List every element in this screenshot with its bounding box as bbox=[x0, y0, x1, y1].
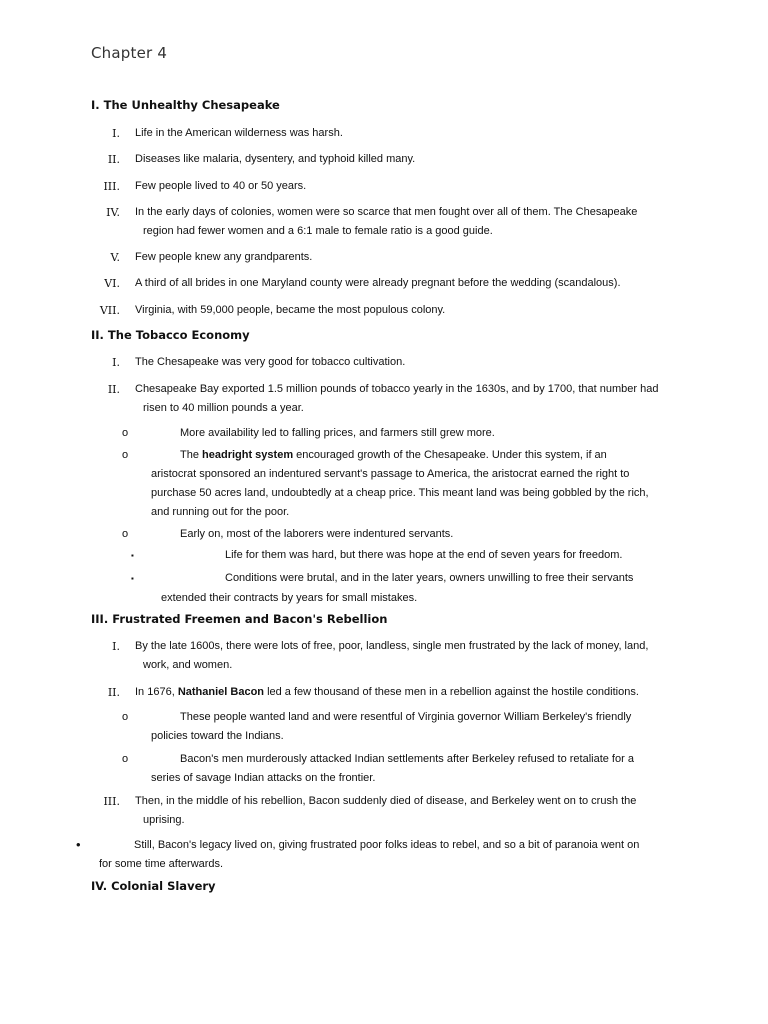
item-text: These people wanted land and were resentful of Virginia governor William Berkeley's friendly bbox=[180, 711, 632, 723]
bold-term: headright system bbox=[202, 449, 294, 461]
square-bullet-icon: ▪ bbox=[131, 551, 134, 560]
item-number: VII. bbox=[99, 304, 120, 317]
item-text: Then, in the middle of his rebellion, Bacon suddenly died of disease, and Berkeley went on to crush the bbox=[135, 795, 637, 807]
item-text: The headright system encouraged growth of the Chesapeake. Under this system, if an bbox=[180, 449, 607, 461]
item-text: Still, Bacon's legacy lived on, giving frustrated poor folks ideas to rebel, and so a bit of paranoia went on bbox=[134, 839, 640, 851]
item-number: II. bbox=[107, 686, 120, 699]
bullet-icon: • bbox=[76, 837, 81, 852]
item-text-continued: risen to 40 million pounds a year. bbox=[143, 402, 304, 414]
item-text: Chesapeake Bay exported 1.5 million pounds of tobacco yearly in the 1630s, and by 1700, that number had bbox=[135, 383, 659, 395]
item-text: Life for them was hard, but there was hope at the end of seven years for freedom. bbox=[225, 549, 623, 561]
item-text-continued: series of savage Indian attacks on the frontier. bbox=[151, 772, 376, 784]
item-number: III. bbox=[103, 795, 120, 808]
item-text-continued: work, and women. bbox=[143, 659, 233, 671]
sub-marker: o bbox=[122, 427, 129, 439]
item-text: The Chesapeake was very good for tobacco cultivation. bbox=[135, 356, 406, 368]
item-text: Few people lived to 40 or 50 years. bbox=[135, 180, 307, 192]
item-text: Conditions were brutal, and in the later years, owners unwilling to free their servants bbox=[225, 572, 634, 584]
item-text: Bacon's men murderously attacked Indian settlements after Berkeley refused to retaliate for a bbox=[180, 753, 634, 765]
item-number: I. bbox=[112, 127, 120, 140]
item-text: Diseases like malaria, dysentery, and typhoid killed many. bbox=[135, 153, 416, 165]
item-number: IV. bbox=[106, 206, 120, 219]
section-heading: I. The Unhealthy Chesapeake bbox=[91, 98, 280, 112]
item-text-continued: for some time afterwards. bbox=[99, 858, 224, 870]
item-number: III. bbox=[103, 180, 120, 193]
section-heading: II. The Tobacco Economy bbox=[91, 328, 250, 342]
sub-marker: o bbox=[122, 528, 129, 540]
item-text-continued: uprising. bbox=[143, 814, 185, 826]
sub-marker: o bbox=[122, 711, 129, 723]
item-text: In the early days of colonies, women were so scarce that men fought over all of them. The Chesapeake bbox=[135, 206, 638, 218]
item-text: Few people knew any grandparents. bbox=[135, 251, 313, 263]
item-number: II. bbox=[107, 383, 120, 396]
item-text-continued: region had fewer women and a 6:1 male to female ratio is a good guide. bbox=[143, 225, 493, 237]
bold-term: Nathaniel Bacon bbox=[177, 686, 265, 698]
item-text: A third of all brides in one Maryland county were already pregnant before the wedding (scandalous). bbox=[135, 277, 621, 289]
item-text-continued: extended their contracts by years for small mistakes. bbox=[161, 592, 418, 604]
item-text: Virginia, with 59,000 people, became the most populous colony. bbox=[135, 304, 446, 316]
item-text-continued: policies toward the Indians. bbox=[151, 730, 284, 742]
square-bullet-icon: ▪ bbox=[131, 574, 134, 583]
item-text: In 1676, Nathaniel Bacon led a few thousand of these men in a rebellion against the hostile conditions. bbox=[135, 686, 639, 698]
sub-marker: o bbox=[122, 753, 129, 765]
item-text-continued: purchase 50 acres land, undoubtedly at a cheap price. This meant land was being gobbled by the rich, bbox=[151, 487, 649, 499]
item-number: V. bbox=[110, 251, 120, 264]
chapter-title: Chapter 4 bbox=[91, 44, 168, 62]
section-heading: III. Frustrated Freemen and Bacon's Rebellion bbox=[91, 612, 388, 626]
item-number: VI. bbox=[104, 277, 120, 290]
item-number: I. bbox=[112, 356, 120, 369]
item-text-continued: aristocrat sponsored an indentured servant's passage to America, the aristocrat earned the right to bbox=[151, 468, 630, 480]
item-number: I. bbox=[112, 640, 120, 653]
section-heading: IV. Colonial Slavery bbox=[91, 879, 216, 893]
item-number: II. bbox=[107, 153, 120, 166]
item-text: By the late 1600s, there were lots of free, poor, landless, single men frustrated by the lack of money, land, bbox=[135, 640, 649, 652]
item-text: Early on, most of the laborers were indentured servants. bbox=[180, 528, 454, 540]
item-text: Life in the American wilderness was harsh. bbox=[135, 127, 343, 139]
item-text: More availability led to falling prices, and farmers still grew more. bbox=[180, 427, 495, 439]
sub-marker: o bbox=[122, 449, 129, 461]
item-text-continued: and running out for the poor. bbox=[151, 506, 290, 518]
